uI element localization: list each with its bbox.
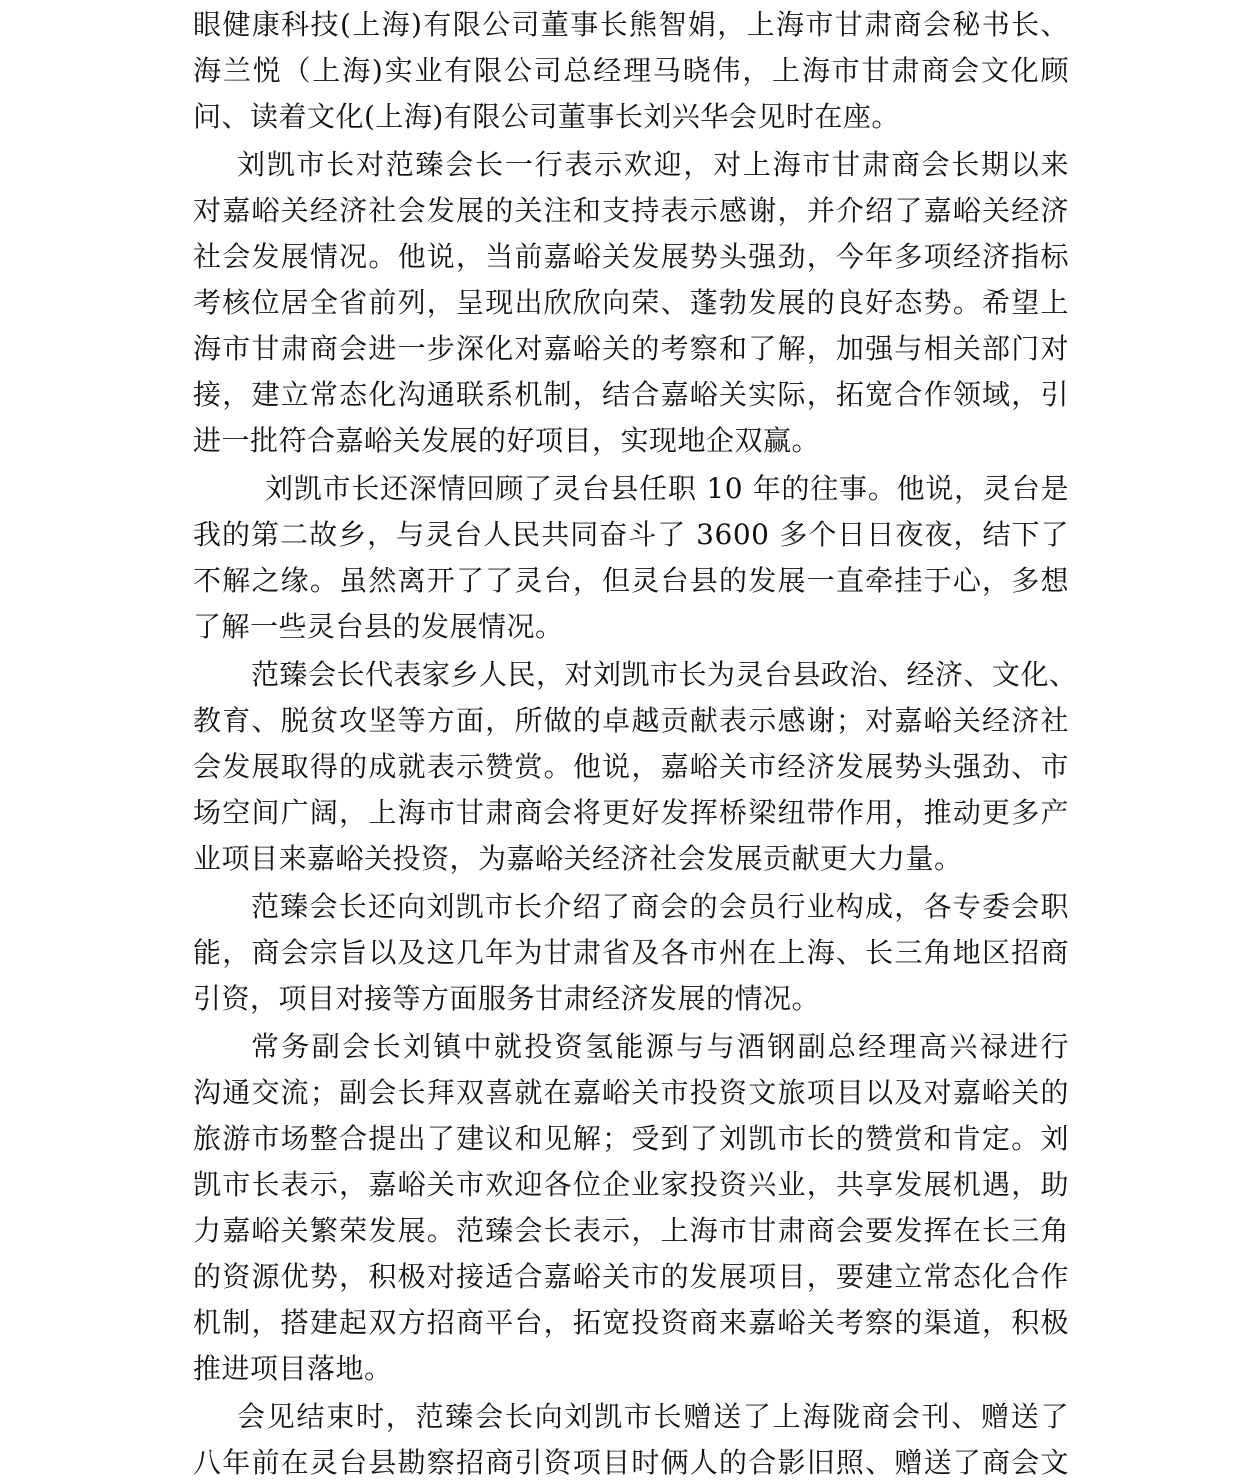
text-line: 八年前在灵台县勘察招商引资项目时俩人的合影旧照、赠送了商会文 [193,1446,1069,1479]
text-line: 业项目来嘉峪关投资，为嘉峪关经济社会发展贡献更大力量。 [193,842,963,875]
text-line: 海市甘肃商会进一步深化对嘉峪关的考察和了解，加强与相关部门对 [193,332,1069,365]
text-line: 问、读着文化(上海)有限公司董事长刘兴华会见时在座。 [193,100,900,133]
text-line: 刘凯市长对范臻会长一行表示欢迎，对上海市甘肃商会长期以来 [237,148,1069,181]
text-line: 常务副会长刘镇中就投资氢能源与与酒钢副总经理高兴禄进行 [251,1030,1069,1063]
text-line: 进一批符合嘉峪关发展的好项目，实现地企双赢。 [193,424,821,457]
text-line: 能，商会宗旨以及这几年为甘肃省及各市州在上海、长三角地区招商 [193,936,1069,969]
text-line: 场空间广阔，上海市甘肃商会将更好发挥桥梁纽带作用，推动更多产 [193,796,1069,829]
text-line: 眼健康科技(上海)有限公司董事长熊智娟，上海市甘肃商会秘书长、 [193,8,1069,41]
text-line: 引资，项目对接等方面服务甘肃经济发展的情况。 [193,982,821,1015]
text-line: 会发展取得的成就表示赞赏。他说，嘉峪关市经济发展势头强劲、市 [193,750,1069,783]
text-line: 对嘉峪关经济社会发展的关注和支持表示感谢，并介绍了嘉峪关经济 [193,194,1069,227]
text-line: 教育、脱贫攻坚等方面，所做的卓越贡献表示感谢；对嘉峪关经济社 [193,704,1069,737]
text-line: 凯市长表示，嘉峪关市欢迎各位企业家投资兴业，共享发展机遇，助 [193,1168,1069,1201]
text-line: 接，建立常态化沟通联系机制，结合嘉峪关实际，拓宽合作领域，引 [193,378,1069,411]
text-line: 旅游市场整合提出了建议和见解；受到了刘凯市长的赞赏和肯定。刘 [193,1122,1069,1155]
text-line: 考核位居全省前列，呈现出欣欣向荣、蓬勃发展的良好态势。希望上 [193,286,1069,319]
text-line: 范臻会长代表家乡人民，对刘凯市长为灵台县政治、经济、文化、 [251,658,1078,691]
text-line: 力嘉峪关繁荣发展。范臻会长表示，上海市甘肃商会要发挥在长三角 [193,1214,1069,1247]
text-line: 范臻会长还向刘凯市长介绍了商会的会员行业构成，各专委会职 [251,890,1069,923]
text-line: 推进项目落地。 [193,1352,393,1385]
text-line: 我的第二故乡，与灵台人民共同奋斗了 3600 多个日日夜夜，结下了 [193,518,1069,551]
text-line: 海兰悦（上海)实业有限公司总经理马晓伟，上海市甘肃商会文化顾 [193,54,1069,87]
text-line: 沟通交流；副会长拜双喜就在嘉峪关市投资文旅项目以及对嘉峪关的 [193,1076,1069,1109]
text-line: 的资源优势，积极对接适合嘉峪关市的发展项目，要建立常态化合作 [193,1260,1069,1293]
text-line: 社会发展情况。他说，当前嘉峪关发展势头强劲，今年多项经济指标 [193,240,1069,273]
text-line: 会见结束时，范臻会长向刘凯市长赠送了上海陇商会刊、赠送了 [237,1400,1069,1433]
text-line: 了解一些灵台县的发展情况。 [193,610,564,643]
text-line: 机制，搭建起双方招商平台，拓宽投资商来嘉峪关考察的渠道，积极 [193,1306,1069,1339]
text-line: 刘凯市长还深情回顾了灵台县任职 10 年的往事。他说，灵台是 [265,472,1069,505]
text-line: 不解之缘。虽然离开了了灵台，但灵台县的发展一直牵挂于心，多想 [193,564,1069,597]
